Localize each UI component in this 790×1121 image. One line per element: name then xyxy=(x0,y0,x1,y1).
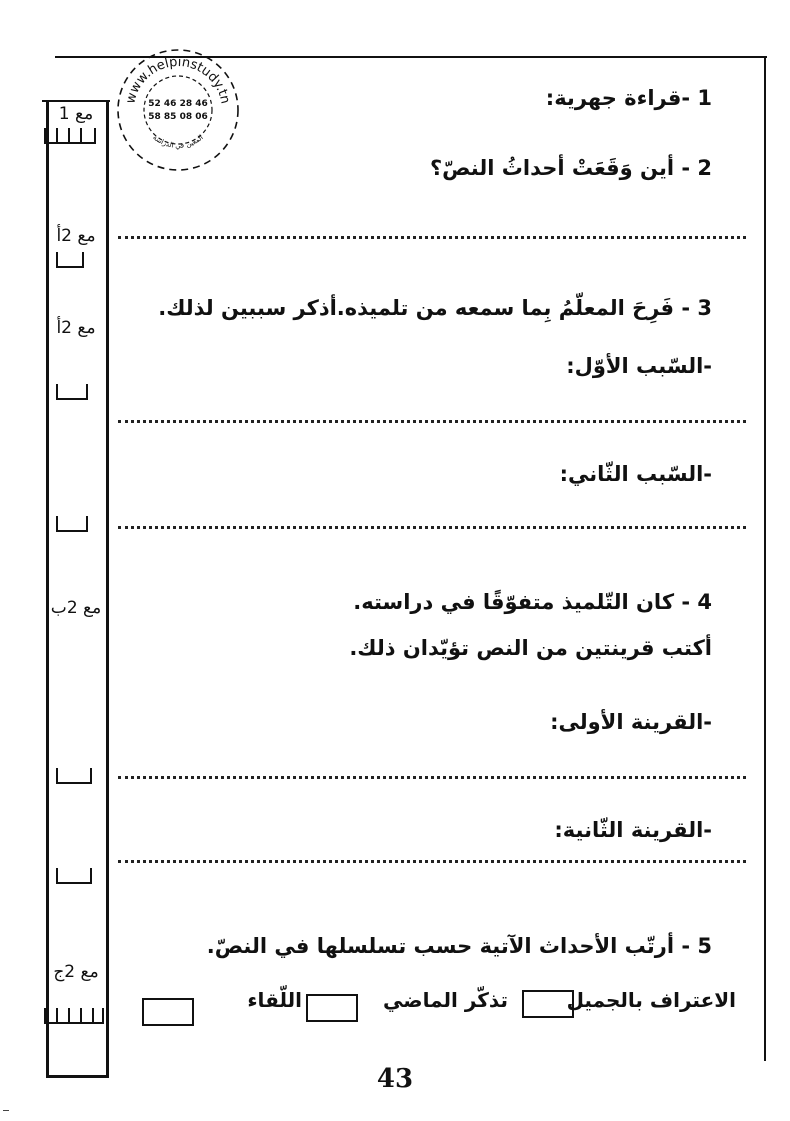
criterion-label: مع 1 xyxy=(58,104,94,124)
page-number: 43 xyxy=(376,1064,414,1094)
clue-1-label: -القرينة الأولى: xyxy=(550,710,712,734)
question-5: 5 - أرتّب الأحداث الآتية حسب تسلسلها في النصّ. xyxy=(206,934,712,958)
order-box-remembering-past[interactable] xyxy=(306,994,358,1022)
criterion-label: مع 2ب xyxy=(50,598,102,618)
score-box[interactable] xyxy=(56,768,92,784)
website-stamp xyxy=(112,44,244,176)
event-remembering-past: تذكّر الماضي xyxy=(383,988,508,1012)
question-2: 2 - أين وَقَعَتْ أحداثُ النصّ؟ xyxy=(429,156,712,180)
criterion-score-ticks xyxy=(44,1008,104,1024)
order-box-acknowledgement[interactable] xyxy=(522,990,574,1018)
score-box[interactable] xyxy=(56,252,84,268)
margin-column-right-border xyxy=(106,100,109,1078)
event-acknowledgement: الاعتراف بالجميل xyxy=(566,988,736,1012)
event-meeting: اللّقاء xyxy=(247,988,302,1012)
score-box[interactable] xyxy=(56,384,88,400)
order-box-meeting[interactable] xyxy=(142,998,194,1026)
corner-mark xyxy=(3,1110,9,1111)
question-3: 3 - فَرِحَ المعلّمُ بِما سمعه من تلميذه.أذكر سببين لذلك. xyxy=(158,296,712,320)
criterion-score-ticks xyxy=(44,128,96,144)
answer-line[interactable] xyxy=(118,526,746,529)
reason-1-label: -السّبب الأوّل: xyxy=(566,354,712,378)
stamp-site: www.helpinstudy.tn xyxy=(123,54,233,106)
margin-column-top xyxy=(42,100,110,102)
criterion-label: مع 2أ xyxy=(56,226,96,246)
reason-2-label: -السّبب الثّاني: xyxy=(559,462,712,486)
score-box[interactable] xyxy=(56,516,88,532)
score-box[interactable] xyxy=(56,868,92,884)
answer-line[interactable] xyxy=(118,236,746,239)
question-4-instruction: أكتب قرينتين من النص تؤيّدان ذلك. xyxy=(349,636,712,660)
stamp-phone-1: 52 46 28 46 xyxy=(148,99,208,109)
clue-2-label: -القرينة الثّانية: xyxy=(554,818,712,842)
question-1: 1 -قراءة جهرية: xyxy=(545,86,712,110)
criterion-label: مع 2أ xyxy=(56,318,96,338)
margin-column-left-border xyxy=(46,100,49,1078)
right-rule xyxy=(764,56,766,1061)
criterion-label: مع 2ج xyxy=(53,962,99,982)
stamp-phone-2: 58 85 08 06 xyxy=(148,112,208,122)
answer-line[interactable] xyxy=(118,860,746,863)
stamp-motto: المعين في الدراسة xyxy=(151,133,205,150)
answer-line[interactable] xyxy=(118,420,746,423)
question-4-statement: 4 - كان التّلميذ متفوّقًا في دراسته. xyxy=(353,590,712,614)
answer-line[interactable] xyxy=(118,776,746,779)
